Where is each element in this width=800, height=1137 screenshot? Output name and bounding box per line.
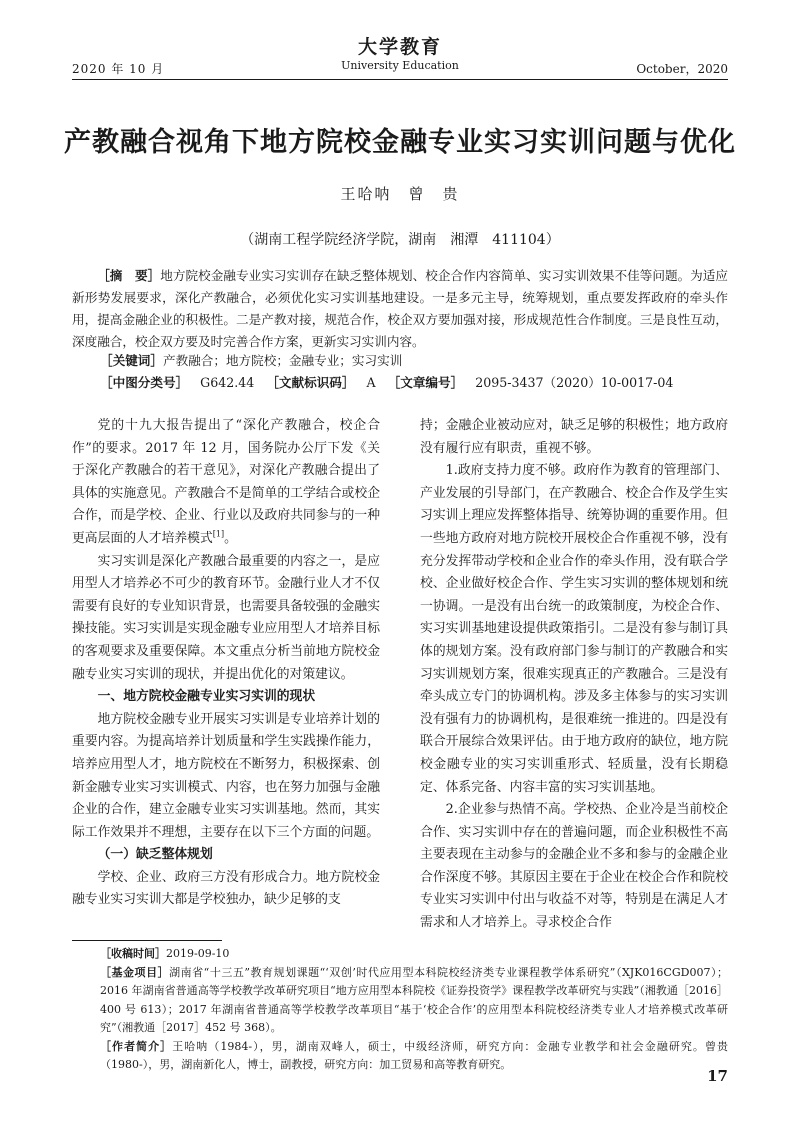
abstract bbox=[72, 265, 728, 353]
clc-label: ［中图分类号］ bbox=[100, 375, 189, 390]
article-title: 产教融合视角下地方院校金融专业实习实训问题与优化 bbox=[64, 127, 736, 158]
footnote-fund: ［基金项目］湖南省“十三五”教育规划课题“‘双创’时代应用型本科院校经济类专业课程教学体系研究”（XJK016CGD007）；2016 年湖南省普通高等学校教学改革研究项目“地方应用型本科院校《证券投资学》课程教学改革研究与实践”（湘教通［2016］400 号 613）；2017 年湖南省普通高等学校教学改革项目“基于‘校企合作’的应用型本科院校经济类专业人才培养模式改革研究”（湘教通［2017］452 号 368）。 bbox=[100, 965, 728, 1034]
subsection-heading: （一）缺乏整体规划 bbox=[97, 847, 213, 863]
body-paragraph: 2.企业参与热情不高。学校热、企业冷是当前校企合作、实习实训中存在的普遍问题，而企业积极性不高主要表现在主动参与的金融企业不多和参与的金融企业合作深度不够。其原因主要在于企业在校企合作和院校专业实习实训中付出与收益不对等，特别是在满足人才需求和人才培养上。寻求校企合作 bbox=[420, 802, 728, 931]
article-authors: 王哈呐 曾 贵 bbox=[340, 185, 460, 203]
footnotes bbox=[100, 945, 728, 1075]
footnote-rule bbox=[72, 940, 222, 941]
citation-ref: [1] bbox=[212, 529, 225, 539]
doc-code-value: A bbox=[366, 375, 376, 390]
keywords-label: ［关键词］ bbox=[100, 353, 163, 368]
doc-code-label: ［文献标识码］ bbox=[266, 375, 355, 390]
header-rule bbox=[72, 79, 728, 80]
article-number-label: ［文章编号］ bbox=[387, 375, 464, 390]
body-paragraph: 实习实训是深化产教融合最重要的内容之一，是应用型人才培养必不可少的教育环节。金融行业人才不仅需要有良好的专业知识背景，也需要具备较强的金融实操技能。实习实训是实现金融专业应用型人才培养目标的客观要求及重要保障。本文重点分析当前地方院校金融专业实习实训的现状，并提出优化的对策建议。 bbox=[72, 553, 380, 682]
body-column-right bbox=[420, 415, 728, 935]
keywords-text: 产教融合；地方院校；金融专业；实习实训 bbox=[162, 353, 403, 368]
header-date-english: October，2020 bbox=[636, 62, 728, 76]
body-paragraph: 党的十九大报告提出了“深化产教融合，校企合作”的要求。2017 年 12 月，国务院办公厅下发《关于深化产教融合的若干意见》，对深化产教融合提出了具体的实施意见。产教融合不是简单的工学结合或校企合作，而是学校、企业、行业以及政府共同参与的一种更高层面的人才培养模式[1]。 bbox=[72, 418, 380, 546]
author-affiliation: （湖南工程学院经济学院，湖南 湘潭 411104） bbox=[240, 232, 560, 248]
classification-line bbox=[100, 373, 728, 393]
footnote-author: ［作者简介］王哈呐（1984-），男，湖南双峰人，硕士，中级经济师，研究方向：金融专业教学和社会金融研究。曾贵（1980-），男，湖南新化人，博士，副教授，研究方向：加工贸易和高等教育研究。 bbox=[100, 1039, 728, 1071]
page-number: 17 bbox=[707, 1067, 728, 1085]
body-paragraph: 地方院校金融专业开展实习实训是专业培养计划的重要内容。为提高培养计划质量和学生实践操作能力，培养应用型人才，地方院校在不断努力，积极探索、创新金融专业实习实训模式、内容，也在努力加强与金融企业的合作，建立金融专业实习实训基地。然而，其实际工作效果并不理想，主要存在以下三个方面的问题。 bbox=[72, 711, 380, 840]
body-column-left bbox=[72, 415, 380, 912]
footnote-received: ［收稿时间］2019-09-10 bbox=[100, 947, 230, 960]
journal-english-name: University Education bbox=[341, 59, 459, 72]
journal-logo: 大学教育 bbox=[357, 36, 442, 58]
keywords bbox=[100, 351, 728, 371]
header-date: 2020 年 10 月 bbox=[72, 62, 165, 76]
body-paragraph: 学校、企业、政府三方没有形成合力。地方院校金融专业实习实训大都是学校独办，缺少足够的支 bbox=[72, 869, 380, 908]
body-paragraph: 持；金融企业被动应对，缺乏足够的积极性；地方政府没有履行应有职责，重视不够。 bbox=[420, 418, 728, 456]
clc-value: G642.44 bbox=[200, 375, 255, 390]
abstract-text: 地方院校金融专业实习实训存在缺乏整体规划、校企合作内容简单、实习实训效果不佳等问题。为适应新形势发展要求，深化产教融合，必须优化实习实训基地建设。一是多元主导，统筹规划，重点要发挥政府的牵头作用，提高金融企业的积极性。二是产教对接，规范合作，校企双方要加强对接，形成规范性合作制度。三是良性互动，深度融合，校企双方要及时完善合作方案，更新实习实训内容。 bbox=[72, 268, 729, 349]
abstract-label: ［摘 要］ bbox=[97, 268, 161, 283]
article-number-value: 2095-3437（2020）10-0017-04 bbox=[475, 375, 674, 390]
section-heading: 一、地方院校金融专业实习实训的现状 bbox=[97, 689, 316, 705]
body-paragraph: 1.政府支持力度不够。政府作为教育的管理部门、产业发展的引导部门，在产教融合、校企合作及学生实习实训上理应发挥整体指导、统筹协调的重要作用。但一些地方政府对地方院校开展校企合作重视不够，没有充分发挥带动学校和企业合作的牵头作用，没有联合学校、企业做好校企合作、学生实习实训的整体规划和统一协调。一是没有出台统一的政策制度，为校企合作、实习实训基地建设提供政策指引。二是没有参与制订具体的规划方案。没有政府部门参与制订的产教融合和实习实训规划方案，很难实现真正的产教融合。三是没有牵头成立专门的协调机构。涉及多主体参与的实习实训没有强有力的协调机构，是很难统一推进的。四是没有联合开展综合效果评估。由于地方政府的缺位，地方院校金融专业的实习实训重形式、轻质量，没有长期稳定、体系完备、内容丰富的实习实训基地。 bbox=[420, 463, 728, 795]
